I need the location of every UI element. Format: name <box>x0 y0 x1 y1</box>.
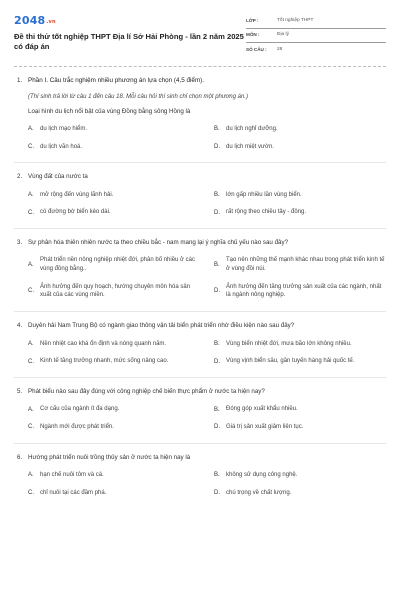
question-stem: Vùng đất của nước ta <box>28 173 88 181</box>
option-text: Ảnh hưởng đến tăng trưởng sản xuất của các ngành, nhất là ngành nông nghiệp. <box>226 283 382 299</box>
meta-row-subject <box>246 29 386 43</box>
answer-options <box>28 471 386 497</box>
option-letter: C. <box>28 288 34 295</box>
meta-label: SỐ CÂU : <box>246 46 267 52</box>
option-letter: B. <box>214 340 220 347</box>
option-c[interactable] <box>28 357 200 366</box>
question-number: 2. <box>17 173 23 181</box>
part-title: Phần I. Câu trắc nghiệm nhiều phương án lựa chọn (4,5 điểm). <box>28 77 205 84</box>
option-d[interactable] <box>214 283 386 300</box>
option-b[interactable] <box>214 256 386 273</box>
question-header <box>14 239 386 247</box>
option-text: Kinh tế tăng trưởng nhanh, mức sống nâng cao. <box>40 358 169 365</box>
option-text: Giá trị sản xuất giảm liên tục. <box>226 423 304 430</box>
option-text: Đóng góp xuất khẩu nhiều. <box>226 406 298 413</box>
option-letter: D. <box>214 209 220 216</box>
option-b[interactable] <box>214 340 386 349</box>
question-header <box>14 173 386 181</box>
question-1 <box>14 77 386 151</box>
question-separator <box>14 228 386 229</box>
option-text: có đường bờ biển kéo dài. <box>40 209 111 216</box>
option-letter: D. <box>214 424 220 431</box>
question-header <box>14 454 386 462</box>
answer-options <box>28 405 386 431</box>
meta-value: Địa lý <box>277 32 289 38</box>
meta-row-count <box>246 43 386 57</box>
question-number: 4. <box>17 322 23 330</box>
option-text: mở rộng đến vùng lãnh hải. <box>40 191 114 198</box>
option-text: rất rộng theo chiều tây - đông. <box>226 209 307 216</box>
question-number: 6. <box>17 453 23 461</box>
option-letter: C. <box>28 358 34 365</box>
question-3 <box>14 239 386 300</box>
question-stem: Sự phân hóa thiên nhiên nước ta theo chiều bắc - nam mang lại ý nghĩa chủ yếu nào sau đây? <box>28 239 289 247</box>
exam-header <box>14 14 386 57</box>
option-text: Nền nhiệt cao khá ổn định và nóng quanh năm. <box>40 340 167 347</box>
option-a[interactable] <box>28 471 200 480</box>
question-stem: Duyên hải Nam Trung Bộ có ngành giao thông vận tải biển phát triển nhờ điều kiện nào sau đây? <box>28 322 295 330</box>
option-letter: A. <box>28 406 34 413</box>
option-d[interactable] <box>214 489 386 498</box>
option-text: Vùng vịnh biển sâu, gần tuyến hàng hải quốc tế. <box>226 358 355 365</box>
option-b[interactable] <box>214 471 386 480</box>
exam-meta <box>246 15 386 57</box>
option-d[interactable] <box>214 208 386 217</box>
option-b[interactable] <box>214 405 386 414</box>
option-letter: D. <box>214 288 220 295</box>
option-letter: A. <box>28 340 34 347</box>
option-c[interactable] <box>28 283 200 300</box>
option-letter: B. <box>214 126 220 133</box>
option-c[interactable] <box>28 208 200 217</box>
question-header <box>14 388 386 396</box>
question-number: 5. <box>17 387 23 395</box>
question-separator <box>14 311 386 312</box>
option-text: Phát triển nền nông nghiệp nhiệt đới, phân bố nhiều ở các vùng đồng bằng.. <box>40 257 195 273</box>
option-letter: B. <box>214 191 220 198</box>
meta-row-class <box>246 15 386 29</box>
option-letter: A. <box>28 262 34 269</box>
option-text: Ảnh hưởng đến quy hoạch, hướng chuyên môn hóa sản xuất của các vùng miền. <box>40 283 191 299</box>
option-a[interactable] <box>28 191 200 200</box>
option-text: Cơ cấu của ngành ít đa dạng. <box>40 406 120 413</box>
meta-value: Tốt nghiệp THPT <box>277 18 314 24</box>
meta-label: LỚP : <box>246 18 259 24</box>
answer-options <box>28 340 386 366</box>
option-letter: B. <box>214 262 220 269</box>
option-text: lớn gấp nhiều lần vùng biển. <box>226 191 302 198</box>
site-logo[interactable] <box>14 14 244 29</box>
meta-value: 28 <box>277 46 283 52</box>
option-d[interactable] <box>214 143 386 152</box>
option-letter: D. <box>214 358 220 365</box>
question-stem: Hướng phát triển nuôi trồng thủy sản ở nước ta hiện nay là <box>28 453 191 461</box>
option-a[interactable] <box>28 340 200 349</box>
logo-suffix: .vn <box>46 19 56 25</box>
option-letter: A. <box>28 126 34 133</box>
option-d[interactable] <box>214 357 386 366</box>
option-text: Vùng biển nhiệt đới, mưa bão lớn không nhiều. <box>226 340 352 347</box>
option-a[interactable] <box>28 125 200 134</box>
option-b[interactable] <box>214 125 386 134</box>
question-number: 1. <box>17 77 23 84</box>
option-text: du lịch miệt vườn. <box>226 143 274 150</box>
option-letter: D. <box>214 143 220 150</box>
option-letter: D. <box>214 489 220 496</box>
option-letter: C. <box>28 209 34 216</box>
question-stem: Loại hình du lịch nổi bật của vùng Đồng bằng sông Hồng là <box>28 107 191 115</box>
answer-options <box>28 125 386 151</box>
option-text: không sử dụng công nghệ. <box>226 472 298 478</box>
header-left <box>14 14 244 52</box>
option-letter: C. <box>28 143 34 150</box>
option-text: Ngành mới được phát triển. <box>40 423 114 430</box>
question-separator <box>14 162 386 163</box>
option-letter: B. <box>214 406 220 413</box>
option-letter: A. <box>28 472 34 479</box>
question-5 <box>14 388 386 432</box>
option-text: chỉ nuôi tại các đầm phá. <box>40 489 107 496</box>
option-text: Tạo nên những thế mạnh khác nhau trong phát triển kinh tế ở vùng đồi núi. <box>226 257 385 273</box>
option-d[interactable] <box>214 423 386 432</box>
option-text: du lịch mạo hiểm. <box>40 125 88 132</box>
option-a[interactable] <box>28 405 200 414</box>
option-c[interactable] <box>28 423 200 432</box>
option-a[interactable] <box>28 256 200 273</box>
answer-options <box>28 256 386 300</box>
option-letter: A. <box>28 191 34 198</box>
question-4 <box>14 322 386 366</box>
option-text: hạn chế nuôi tôm và cá. <box>40 472 104 478</box>
question-stem: Phát biểu nào sau đây đúng với công nghiệp chế biến thực phẩm ở nước ta hiện nay? <box>28 387 265 395</box>
option-letter: C. <box>28 489 34 496</box>
option-c[interactable] <box>28 143 200 152</box>
exam-title: Đề thi thử tốt nghiệp THPT Địa lí Sở Hải Phòng - lần 2 năm 2025 có đáp án <box>14 31 244 52</box>
question-separator <box>14 443 386 444</box>
question-separator <box>14 377 386 378</box>
option-text: du lịch nghỉ dưỡng. <box>226 125 278 132</box>
question-header <box>14 322 386 330</box>
question-6 <box>14 454 386 498</box>
part-instruction: (Thí sinh trả lời từ câu 1 đến câu 18. Mỗi câu hỏi thí sinh chỉ chọn một phương án.) <box>28 93 248 100</box>
meta-label: MÔN : <box>246 32 260 38</box>
option-text: chú trọng về chất lượng. <box>226 489 292 496</box>
logo-text: 2048 <box>14 14 46 27</box>
option-letter: C. <box>28 424 34 431</box>
option-letter: B. <box>214 472 220 479</box>
header-divider <box>14 66 386 67</box>
option-c[interactable] <box>28 489 200 498</box>
option-text: du lịch văn hoá. <box>40 143 83 150</box>
question-2 <box>14 173 386 217</box>
question-header <box>14 77 386 86</box>
question-number: 3. <box>17 239 23 247</box>
option-b[interactable] <box>214 191 386 200</box>
answer-options <box>28 191 386 217</box>
